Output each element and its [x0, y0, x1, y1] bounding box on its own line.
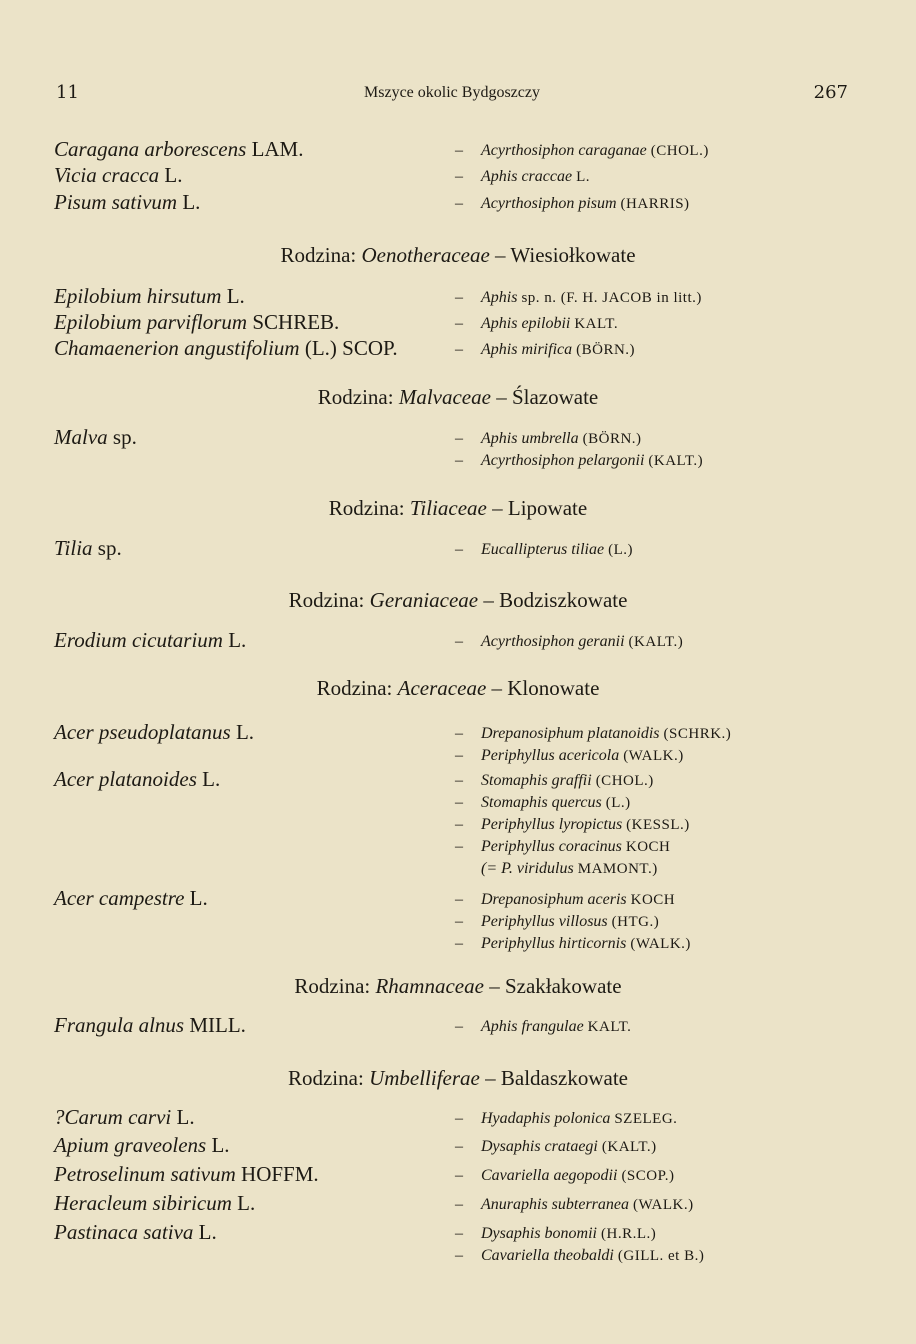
aphid-entry: [455, 168, 590, 186]
aphid-author: SZELEG.: [614, 1111, 678, 1127]
family-latin-name: Oenotheraceae: [361, 243, 490, 267]
dash-separator: –: [455, 747, 463, 764]
family-latin-name: Umbelliferae: [369, 1066, 480, 1090]
aphid-name: Periphyllus acericola: [481, 747, 620, 764]
dash-separator: –: [455, 633, 463, 650]
plant-author: sp.: [97, 536, 122, 560]
aphid-entry: [455, 633, 683, 651]
dash-separator: –: [455, 838, 463, 855]
plant-name: Epilobium hirsutum: [54, 284, 222, 308]
aphid-entry: [455, 1138, 657, 1156]
host-plant: [54, 1220, 217, 1245]
running-title: Mszyce okolic Bydgoszczy: [364, 84, 540, 101]
aphid-entry: [455, 1110, 677, 1128]
plant-author: L.: [164, 163, 183, 187]
aphid-entry: [455, 541, 633, 559]
family-prefix: Rodzina:: [316, 676, 398, 700]
aphid-author: (H.R.L.): [601, 1226, 657, 1242]
aphid-name: Periphyllus coracinus: [481, 838, 622, 855]
family-polish-name: – Baldaszkowate: [479, 1066, 628, 1090]
plant-name: Pastinaca sativa: [54, 1220, 194, 1244]
plant-author: SCHREB.: [252, 310, 340, 334]
plant-name: Caragana arborescens: [54, 137, 247, 161]
dash-separator: –: [455, 289, 463, 306]
aphid-name: Aphis: [481, 289, 518, 306]
host-plant: [54, 310, 339, 335]
aphid-entry: [455, 142, 709, 160]
dash-separator: –: [455, 772, 463, 789]
aphid-author: (L.): [605, 795, 631, 811]
aphid-entry: [455, 430, 642, 448]
host-plant: [54, 336, 398, 361]
aphid-entry: [455, 1225, 656, 1243]
plant-name: Petroselinum sativum: [54, 1162, 236, 1186]
aphid-author: KOCH: [630, 892, 676, 908]
plant-author: sp.: [112, 425, 137, 449]
aphid-name: Aphis craccae: [481, 168, 573, 185]
aphid-entry: [455, 935, 691, 953]
dash-separator: –: [455, 315, 463, 332]
aphid-name: Drepanosiphum platanoidis: [481, 725, 660, 742]
aphid-name: Acyrthosiphon caraganae: [481, 142, 647, 159]
section-number: 11: [56, 82, 79, 103]
aphid-author: (BÖRN.): [576, 342, 636, 358]
aphid-name: Eucallipterus tiliae: [481, 541, 605, 558]
page-header: [56, 82, 848, 112]
host-plant: [54, 1133, 230, 1158]
family-polish-name: – Szakłakowate: [483, 974, 622, 998]
dash-separator: –: [455, 935, 463, 952]
host-plant: [54, 190, 200, 215]
host-plant: [54, 1162, 319, 1187]
aphid-entry: [455, 289, 702, 307]
plant-author: L.: [176, 1105, 195, 1129]
aphid-author: KALT.: [587, 1019, 632, 1035]
aphid-entry: [455, 747, 684, 765]
aphid-entry: [455, 913, 659, 931]
aphid-entry: [455, 772, 654, 790]
dash-separator: –: [455, 168, 463, 185]
aphid-author: L.: [576, 169, 590, 185]
plant-author: L.: [182, 190, 201, 214]
plant-author: L.: [202, 767, 221, 791]
dash-separator: –: [455, 1018, 463, 1035]
aphid-author: (WALK.): [630, 936, 691, 952]
aphid-name: Cavariella theobaldi: [481, 1247, 614, 1264]
plant-name: Frangula alnus: [54, 1013, 185, 1037]
plant-author: HOFFM.: [241, 1162, 319, 1186]
aphid-entry: [455, 315, 618, 333]
dash-separator: –: [455, 794, 463, 811]
host-plant: [54, 886, 208, 911]
plant-name: Heracleum sibiricum: [54, 1191, 232, 1215]
family-polish-name: – Ślazowate: [490, 385, 599, 409]
aphid-entry: [455, 195, 690, 213]
dash-separator: –: [455, 1225, 463, 1242]
page-number: 267: [813, 82, 848, 103]
aphid-author: (CHOL.): [595, 773, 654, 789]
aphid-author: (KALT.): [628, 634, 684, 650]
aphid-name: Aphis mirifica: [481, 341, 573, 358]
aphid-author: (CHOL.): [650, 143, 709, 159]
dash-separator: –: [455, 1196, 463, 1213]
aphid-name: Periphyllus villosus: [481, 913, 608, 930]
family-prefix: Rodzina:: [328, 496, 410, 520]
aphid-entry: [455, 1018, 631, 1036]
aphid-name: Aphis epilobii: [481, 315, 571, 332]
plant-name: Malva: [54, 425, 108, 449]
host-plant: [54, 628, 246, 653]
family-prefix: Rodzina:: [317, 385, 399, 409]
plant-author: (L.) SCOP.: [304, 336, 398, 360]
aphid-author: (L.): [608, 542, 633, 558]
host-plant: [54, 1191, 255, 1216]
aphid-author: KALT.: [574, 316, 619, 332]
aphid-author: (HARRIS): [620, 196, 690, 212]
family-latin-name: Aceraceae: [397, 676, 487, 700]
dash-separator: –: [455, 1247, 463, 1264]
family-latin-name: Tiliaceae: [409, 496, 487, 520]
family-heading: [0, 588, 916, 613]
family-prefix: Rodzina:: [287, 1066, 370, 1090]
family-prefix: Rodzina:: [280, 243, 362, 267]
family-latin-name: Malvaceae: [398, 385, 491, 409]
aphid-author: (BÖRN.): [582, 431, 642, 447]
plant-author: L.: [235, 720, 255, 744]
host-plant: [54, 284, 245, 309]
aphid-entry: [455, 725, 731, 743]
host-plant: [54, 767, 220, 792]
aphid-author: (WALK.): [623, 748, 684, 764]
plant-name: Acer platanoides: [54, 767, 197, 791]
aphid-author: (KALT.): [601, 1139, 657, 1155]
aphid-author: (HTG.): [611, 914, 660, 930]
aphid-author: (GILL. et B.): [617, 1248, 705, 1264]
host-plant: [54, 425, 137, 450]
aphid-name: Anuraphis subterranea: [481, 1196, 629, 1213]
aphid-author: (KALT.): [648, 453, 704, 469]
aphid-author: (KESSL.): [626, 817, 690, 833]
plant-author: L.: [226, 284, 245, 308]
aphid-name: Hyadaphis polonica: [481, 1110, 611, 1127]
dash-separator: –: [455, 725, 463, 742]
host-plant: [54, 536, 122, 561]
dash-separator: –: [455, 541, 463, 558]
plant-name: Pisum sativum: [54, 190, 178, 214]
aphid-name: Aphis umbrella: [481, 430, 579, 447]
aphid-name: Aphis frangulae: [481, 1018, 584, 1035]
dash-separator: –: [455, 142, 463, 159]
family-latin-name: Geraniaceae: [369, 588, 479, 612]
aphid-entry: [455, 1196, 694, 1214]
plant-name: Apium graveolens: [54, 1133, 207, 1157]
aphid-name: Cavariella aegopodii: [481, 1167, 618, 1184]
aphid-author: (SCOP.): [621, 1168, 675, 1184]
aphid-entry: [455, 341, 635, 359]
aphid-name: Periphyllus lyropictus: [481, 816, 623, 833]
family-heading: [0, 385, 916, 410]
host-plant: [54, 1105, 195, 1130]
plant-name: ?Carum carvi: [54, 1105, 172, 1129]
plant-name: Acer campestre: [54, 886, 185, 910]
aphid-entry: [455, 838, 670, 856]
aphid-entry: [455, 1247, 704, 1265]
host-plant: [54, 720, 254, 745]
family-polish-name: – Lipowate: [486, 496, 588, 520]
aphid-entry: [455, 452, 703, 470]
dash-separator: –: [455, 341, 463, 358]
plant-author: L.: [211, 1133, 230, 1157]
aphid-author: (SCHRK.): [663, 726, 732, 742]
host-plant: [54, 163, 182, 188]
aphid-name: Dysaphis bonomii: [481, 1225, 597, 1242]
family-polish-name: – Wiesiołkowate: [489, 243, 636, 267]
plant-name: Chamaenerion angustifolium: [54, 336, 300, 360]
aphid-author: MAMONT.): [577, 861, 658, 877]
plant-name: Epilobium parviflorum: [54, 310, 248, 334]
plant-author: MILL.: [189, 1013, 246, 1037]
family-latin-name: Rhamnaceae: [375, 974, 484, 998]
aphid-name: (= P. viridulus: [481, 860, 574, 877]
family-heading: [0, 974, 916, 999]
family-heading: [0, 676, 916, 701]
family-polish-name: – Bodziszkowate: [478, 588, 628, 612]
plant-author: L.: [237, 1191, 256, 1215]
dash-separator: –: [455, 816, 463, 833]
plant-name: Vicia cracca: [54, 163, 160, 187]
host-plant: [54, 1013, 246, 1038]
plant-name: Erodium cicutarium: [54, 628, 223, 652]
dash-separator: –: [455, 913, 463, 930]
family-heading: [0, 496, 916, 521]
dash-separator: –: [455, 195, 463, 212]
dash-separator: –: [455, 452, 463, 469]
family-prefix: Rodzina:: [288, 588, 370, 612]
aphid-entry: [455, 1167, 675, 1185]
plant-author: L.: [228, 628, 247, 652]
aphid-name: Drepanosiphum aceris: [481, 891, 627, 908]
aphid-name: Periphyllus hirticornis: [481, 935, 627, 952]
aphid-entry: [455, 816, 690, 834]
family-prefix: Rodzina:: [294, 974, 376, 998]
family-polish-name: – Klonowate: [486, 676, 600, 700]
dash-separator: –: [455, 430, 463, 447]
aphid-name: Acyrthosiphon pelargonii: [481, 452, 645, 469]
aphid-author: KOCH: [625, 839, 671, 855]
aphid-name: Dysaphis crataegi: [481, 1138, 598, 1155]
plant-author: L.: [189, 886, 208, 910]
dash-separator: –: [455, 891, 463, 908]
plant-author: L.: [198, 1220, 217, 1244]
aphid-name: Acyrthosiphon geranii: [481, 633, 625, 650]
plant-name: Tilia: [54, 536, 93, 560]
plant-author: LAM.: [251, 137, 304, 161]
plant-name: Acer pseudoplatanus: [54, 720, 231, 744]
aphid-name: Stomaphis graffii: [481, 772, 592, 789]
dash-separator: –: [455, 1138, 463, 1155]
aphid-author: (WALK.): [633, 1197, 694, 1213]
aphid-entry: [455, 860, 658, 878]
aphid-name: Acyrthosiphon pisum: [481, 195, 617, 212]
host-plant: [54, 137, 303, 162]
aphid-entry: [455, 891, 675, 909]
family-heading: [0, 243, 916, 268]
family-heading: [0, 1066, 916, 1091]
dash-separator: –: [455, 1110, 463, 1127]
aphid-entry: [455, 794, 631, 812]
dash-separator: –: [455, 1167, 463, 1184]
aphid-author: sp. n. (F. H. JACOB in litt.): [521, 290, 702, 306]
aphid-name: Stomaphis quercus: [481, 794, 602, 811]
